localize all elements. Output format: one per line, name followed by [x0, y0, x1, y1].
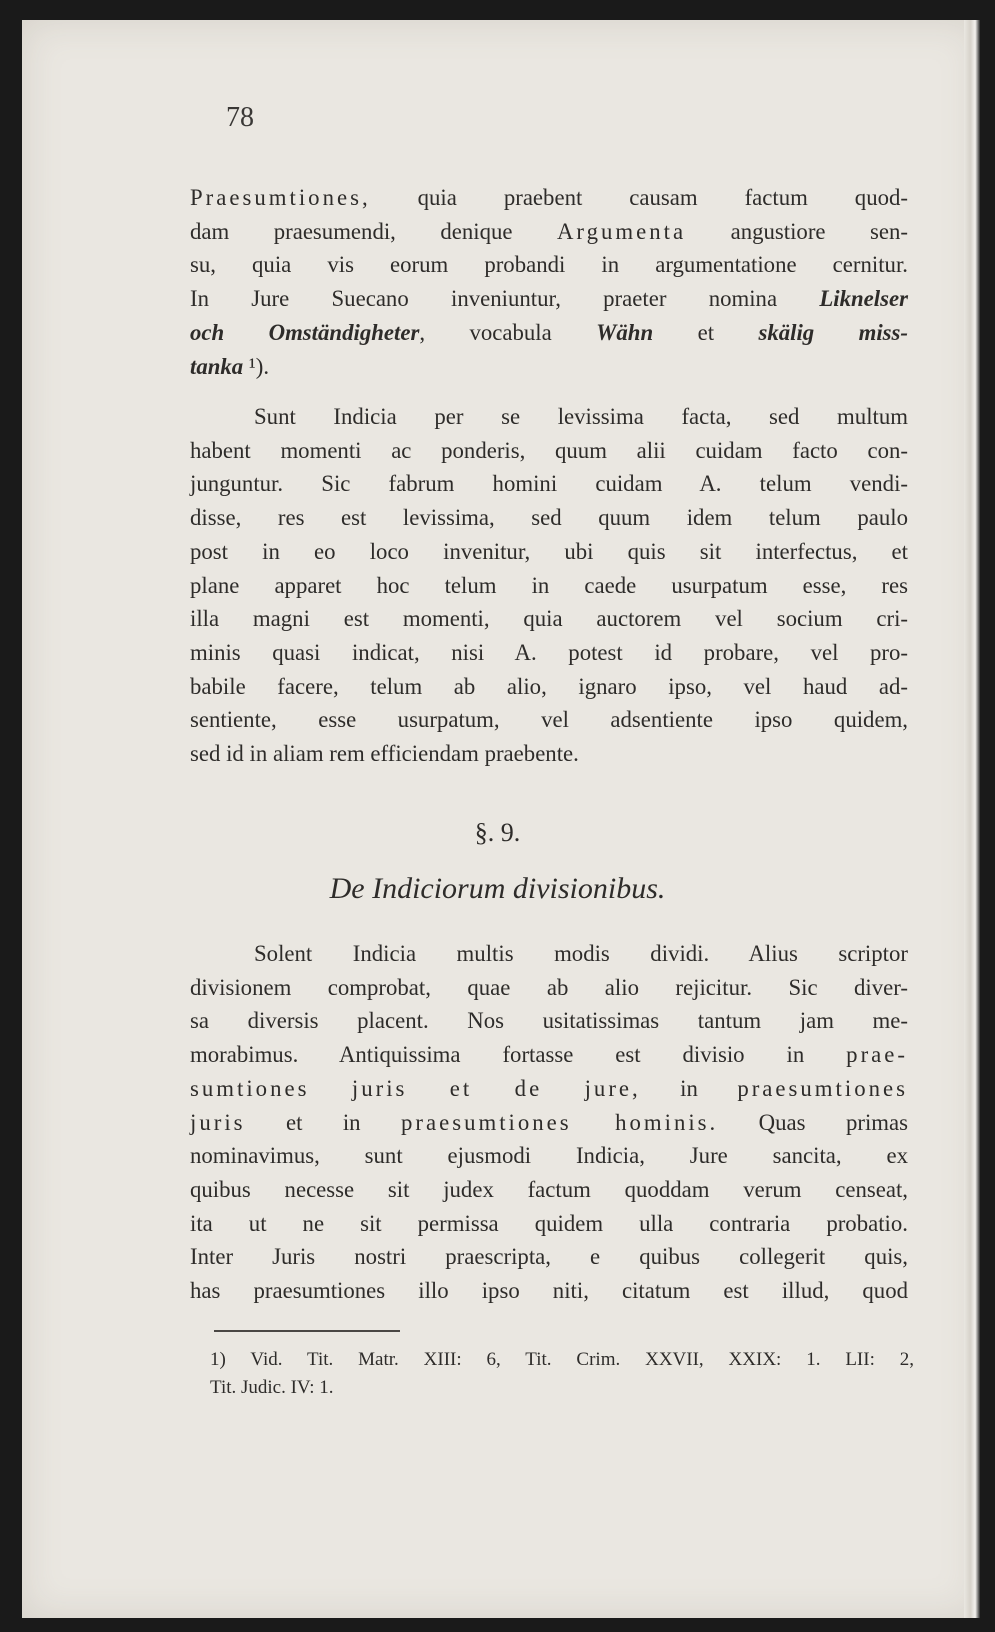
text-line: post in eo loco invenitur, ubi quis sit interfectus, et — [190, 538, 908, 564]
text-line: su, quia vis eorum probandi in argumentatione cernitur. — [190, 252, 908, 278]
text-line: plane apparet hoc telum in caede usurpatum esse, res — [190, 572, 908, 598]
text-line: illa magni est momenti, quia auctorem vel socium cri- — [190, 606, 908, 632]
text-line: Praesumtiones, quia praebent causam factum quod- — [190, 185, 908, 210]
footnote-line: 1) Vid. Tit. Matr. XIII: 6, Tit. Crim. XXVII, XXIX: 1. LII: 2, — [210, 1349, 914, 1370]
text-line: habent momenti ac ponderis, quum alii cuidam facto con- — [190, 437, 908, 463]
section-number: §. 9. — [474, 818, 521, 847]
section-title: De Indiciorum divisionibus. — [329, 872, 666, 905]
text-line: minis quasi indicat, nisi A. potest id probare, vel pro- — [190, 639, 908, 665]
text-line: disse, res est levissima, sed quum idem telum paulo — [190, 505, 908, 531]
footnote-line: Tit. Judic. IV: 1. — [210, 1377, 334, 1398]
text-line: sa diversis placent. Nos usitatissimas tantum jam me- — [190, 1008, 908, 1034]
text-line: sumtiones juris et de jure, in praesumtiones — [190, 1075, 908, 1101]
text-line: quibus necesse sit judex factum quoddam verum censeat, — [190, 1176, 908, 1202]
paragraph-sunt-indicia — [190, 400, 908, 771]
text-line: dam praesumendi, denique Argumenta angustiore sen- — [190, 218, 908, 244]
text-line: ita ut ne sit permissa quidem ulla contraria probatio. — [190, 1210, 908, 1236]
text-line: nominavimus, sunt ejusmodi Indicia, Jure sancita, ex — [190, 1143, 908, 1169]
text-line: och Omständigheter, vocabula Wähn et skälig miss- — [190, 319, 908, 345]
text-line: Sunt Indicia per se levissima facta, sed multum — [254, 404, 908, 429]
text-line: Solent Indicia multis modis dividi. Alius scriptor — [254, 941, 908, 966]
text-line: morabimus. Antiquissima fortasse est divisio in prae- — [190, 1042, 908, 1068]
text-line: sentiente, esse usurpatum, vel adsentiente ipso quidem, — [190, 707, 908, 733]
paragraph-solent-indicia — [190, 937, 908, 1308]
page-number: 78 — [226, 102, 254, 133]
text-line: Inter Juris nostri praescripta, e quibus collegerit quis, — [190, 1244, 908, 1270]
text-line: juris et in praesumtiones hominis. Quas primas — [190, 1109, 908, 1135]
text-line: junguntur. Sic fabrum homini cuidam A. telum vendi- — [190, 471, 908, 497]
paragraph-praesumtiones — [190, 181, 908, 383]
text-line: In Jure Suecano inveniuntur, praeter nomina Liknelser — [190, 286, 908, 312]
text-line: sed id in aliam rem efficiendam praebente. — [190, 741, 579, 767]
text-line: has praesumtiones illo ipso niti, citatum est illud, quod — [190, 1278, 908, 1304]
footnote-divider — [214, 1330, 400, 1332]
text-line: tanka ¹). — [190, 353, 270, 379]
footnote — [210, 1346, 914, 1402]
text-line: divisionem comprobat, quae ab alio rejicitur. Sic diver- — [190, 974, 908, 1000]
text-line: babile facere, telum ab alio, ignaro ipso, vel haud ad- — [190, 673, 908, 699]
